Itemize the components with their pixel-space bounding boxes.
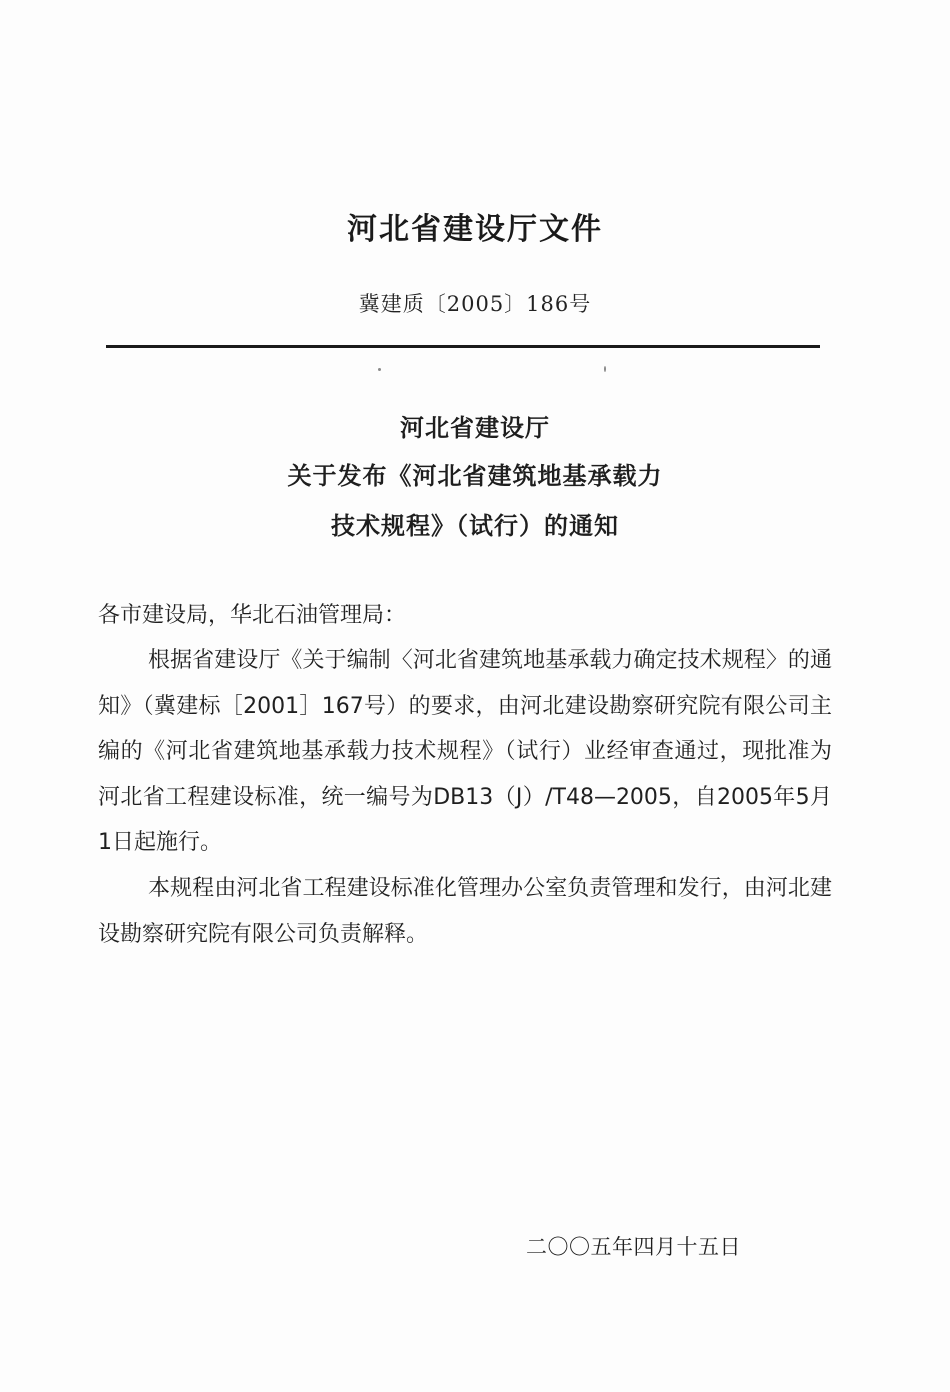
document-number: 冀建质〔2005〕186号 bbox=[358, 292, 592, 316]
notice-title-line-2: 关于发布《河北省建筑地基承载力 bbox=[287, 462, 663, 490]
body-paragraph-1: 根据省建设厅《关于编制〈河北省建筑地基承载力确定技术规程〉的通知》（冀建标［2001］167号）的要求，由河北建设勘察研究院有限公司主编的《河北省建筑地基承载力技术规程》（试行）业经审查通过，现批准为河北省工程建设标准，统一编号为DB13（J）/T48—2005，自2005年5月1日起施行。 bbox=[98, 648, 832, 855]
salutation: 各市建设局，华北石油管理局： bbox=[98, 603, 407, 628]
issue-date: 二〇〇五年四月十五日 bbox=[526, 1235, 741, 1259]
body-paragraph-2: 本规程由河北省工程建设标准化管理办公室负责管理和发行，由河北建设勘察研究院有限公司负责解释。 bbox=[98, 876, 832, 947]
document-header-title: 河北省建设厅文件 bbox=[347, 212, 603, 247]
header-divider bbox=[106, 345, 820, 348]
notice-title-line-3: 技术规程》（试行）的通知 bbox=[331, 512, 619, 540]
scan-speck bbox=[604, 366, 606, 372]
scan-speck bbox=[378, 368, 381, 371]
notice-title-line-1: 河北省建设厅 bbox=[400, 414, 550, 442]
